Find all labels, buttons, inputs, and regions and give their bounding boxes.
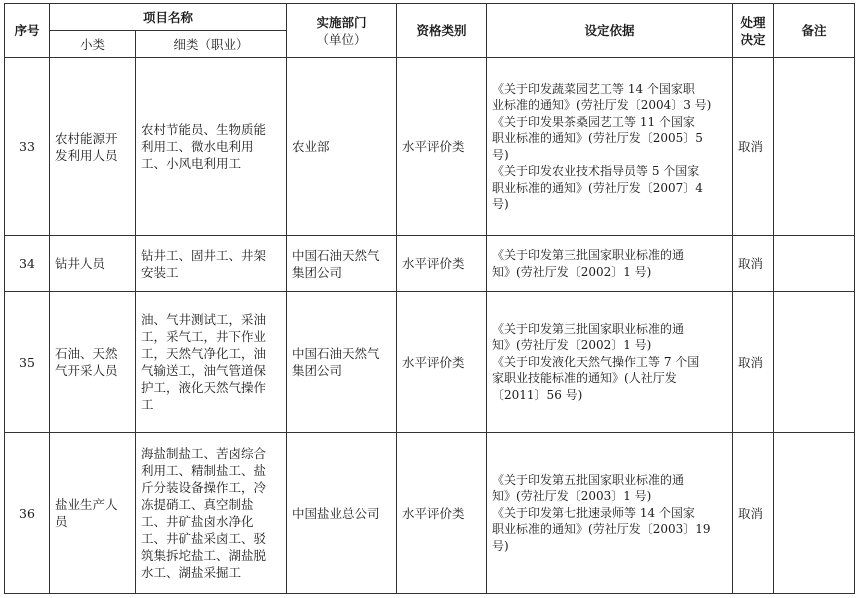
- sub-category-cell-line: 石油、天然: [55, 346, 118, 361]
- detail-category-cell: [136, 58, 287, 236]
- remarks-cell: [774, 58, 855, 236]
- dept-cell-line: 农业部: [292, 139, 330, 154]
- basis-cell: [487, 433, 733, 594]
- detail-category-cell-line: 油、气井测试工，采油: [141, 312, 267, 327]
- decision-cell: 取消: [733, 236, 774, 292]
- sub-category-cell-line: 盐业生产人: [55, 497, 118, 512]
- basis-cell-line: 《关于印发第七批速录师等 14 个国家: [492, 505, 695, 520]
- basis-cell-line: 知》(劳社厅发〔2003〕1 号): [492, 489, 652, 504]
- header-qualification-type: 资格类别: [397, 4, 487, 58]
- table-row: [5, 433, 855, 594]
- sub-category-cell: [50, 236, 136, 292]
- basis-cell-line: 职业标准的通知》(劳社厅发〔2003〕19: [492, 522, 711, 537]
- header-decision-line2: 决定: [740, 31, 766, 47]
- detail-category-cell-line: 护工，液化天然气操作: [141, 380, 267, 395]
- detail-category-cell-line: 筑集拆坨盐工、湖盐脱: [141, 548, 267, 563]
- detail-category-cell-line: 钻井工、固井工、井架: [141, 247, 267, 263]
- table-header-row: [5, 4, 855, 31]
- header-dept: [287, 4, 397, 58]
- qualification-type-cell: 水平评价类: [397, 58, 487, 236]
- detail-category-cell-line: 工，采气工，井下作业: [141, 329, 267, 344]
- basis-cell-line: 《关于印发蔬菜园艺工等 14 个国家职: [492, 81, 695, 96]
- header-seq: 序号: [5, 4, 50, 58]
- seq-cell: 35: [5, 292, 50, 433]
- table-row: [5, 58, 855, 236]
- detail-category-cell-line: 工: [141, 397, 154, 412]
- remarks-cell: [774, 433, 855, 594]
- basis-cell-line: 职业标准的通知》(劳社厅发〔2005〕5: [492, 131, 703, 145]
- detail-category-cell-line: 斤分装设备操作工，冷: [141, 480, 267, 495]
- table-row: [5, 292, 855, 433]
- sub-category-cell: [50, 58, 136, 236]
- table-row: [5, 236, 855, 292]
- seq-cell: 34: [5, 236, 50, 292]
- sub-category-cell-line: 发利用人员: [55, 147, 118, 163]
- basis-cell-line: 号): [492, 147, 509, 162]
- sub-category-cell: [50, 433, 136, 594]
- decision-cell: 取消: [733, 58, 774, 236]
- basis-cell: [487, 292, 733, 433]
- detail-category-cell-line: 农村节能员、生物质能: [141, 122, 267, 137]
- dept-cell: [287, 58, 397, 236]
- basis-cell-line: 《关于印发第三批国家职业标准的通: [492, 248, 685, 262]
- detail-category-cell-line: 冻提硝工、真空制盐: [141, 497, 254, 512]
- basis-cell-line: 《关于印发第三批国家职业标准的通: [492, 321, 685, 336]
- detail-category-cell: [136, 433, 287, 594]
- header-project-name: 项目名称: [50, 4, 287, 31]
- dept-cell-line: 中国石油天然气: [292, 346, 380, 361]
- detail-category-cell-line: 利用工、精制盐工、盐: [141, 463, 267, 478]
- qualification-type-cell: 水平评价类: [397, 433, 487, 594]
- detail-category-cell-line: 工、井矿盐卤水净化: [141, 514, 254, 529]
- qualification-type-cell: 水平评价类: [397, 292, 487, 433]
- header-detail-category: 细类（职业）: [136, 31, 287, 58]
- dept-cell: [287, 433, 397, 594]
- detail-category-cell-line: 工、小风电利用工: [141, 156, 242, 171]
- header-dept-line2: （单位）: [316, 31, 367, 47]
- sub-category-cell-line: 钻井人员: [55, 256, 106, 271]
- decision-cell: 取消: [733, 292, 774, 433]
- dept-cell-line: 中国石油天然气: [292, 247, 380, 263]
- detail-category-cell-line: 工，天然气净化工，油: [141, 346, 267, 361]
- table-body: [5, 58, 855, 594]
- detail-category-cell-line: 安装工: [141, 264, 179, 280]
- dept-cell: [287, 292, 397, 433]
- basis-cell-line: 《关于印发液化天然气操作工等 7 个国: [492, 354, 700, 369]
- dept-cell-line: 集团公司: [292, 264, 343, 280]
- header-decision: [733, 4, 774, 58]
- remarks-cell: [774, 236, 855, 292]
- qualification-type-cell: 水平评价类: [397, 236, 487, 292]
- detail-category-cell-line: 气输送工，油气管道保: [141, 363, 267, 378]
- sub-category-cell-line: 员: [55, 514, 68, 529]
- seq-cell: 33: [5, 58, 50, 236]
- qualification-table: [4, 3, 855, 594]
- detail-category-cell-line: 利用工、微水电利用: [141, 139, 254, 154]
- detail-category-cell-line: 工、井矿盐采卤工、驳: [141, 531, 267, 546]
- basis-cell: [487, 236, 733, 292]
- header-decision-line1: 处理: [740, 14, 766, 30]
- detail-category-cell: [136, 236, 287, 292]
- basis-cell-line: 《关于印发第五批国家职业标准的通: [492, 472, 685, 487]
- basis-cell-line: 《关于印发果茶桑园艺工等 11 个国家: [492, 114, 695, 129]
- dept-cell: [287, 236, 397, 292]
- basis-cell: [487, 58, 733, 236]
- dept-cell-line: 集团公司: [292, 363, 343, 378]
- basis-cell-line: 家职业技能标准的通知》(人社厅发: [492, 371, 677, 386]
- detail-category-cell: [136, 292, 287, 433]
- basis-cell-line: 知》(劳社厅发〔2002〕1 号): [492, 264, 652, 279]
- detail-category-cell-line: 水工、湖盐采掘工: [141, 565, 242, 580]
- header-dept-line1: 实施部门: [316, 14, 367, 30]
- basis-cell-line: 号): [492, 538, 509, 553]
- basis-cell-line: 号): [492, 197, 509, 211]
- basis-cell-line: 《关于印发农业技术指导员等 5 个国家: [492, 164, 700, 178]
- basis-cell-line: 知》(劳社厅发〔2002〕1 号): [492, 338, 652, 353]
- decision-cell: 取消: [733, 433, 774, 594]
- header-remarks: 备注: [774, 4, 855, 58]
- dept-cell-line: 中国盐业总公司: [292, 505, 380, 521]
- remarks-cell: [774, 292, 855, 433]
- basis-cell-line: 〔2011〕56 号): [492, 387, 583, 402]
- sub-category-cell-line: 气开采人员: [55, 363, 118, 378]
- basis-cell-line: 职业标准的通知》(劳社厅发〔2007〕4: [492, 180, 703, 195]
- header-sub-category: 小类: [50, 31, 136, 58]
- document-page: [4, 3, 855, 594]
- basis-cell-line: 业标准的通知》(劳社厅发〔2004〕3 号): [492, 98, 712, 112]
- detail-category-cell-line: 海盐制盐工、苦卤综合: [141, 446, 267, 461]
- sub-category-cell-line: 农村能源开: [55, 130, 118, 146]
- sub-category-cell: [50, 292, 136, 433]
- header-basis: 设定依据: [487, 4, 733, 58]
- seq-cell: 36: [5, 433, 50, 594]
